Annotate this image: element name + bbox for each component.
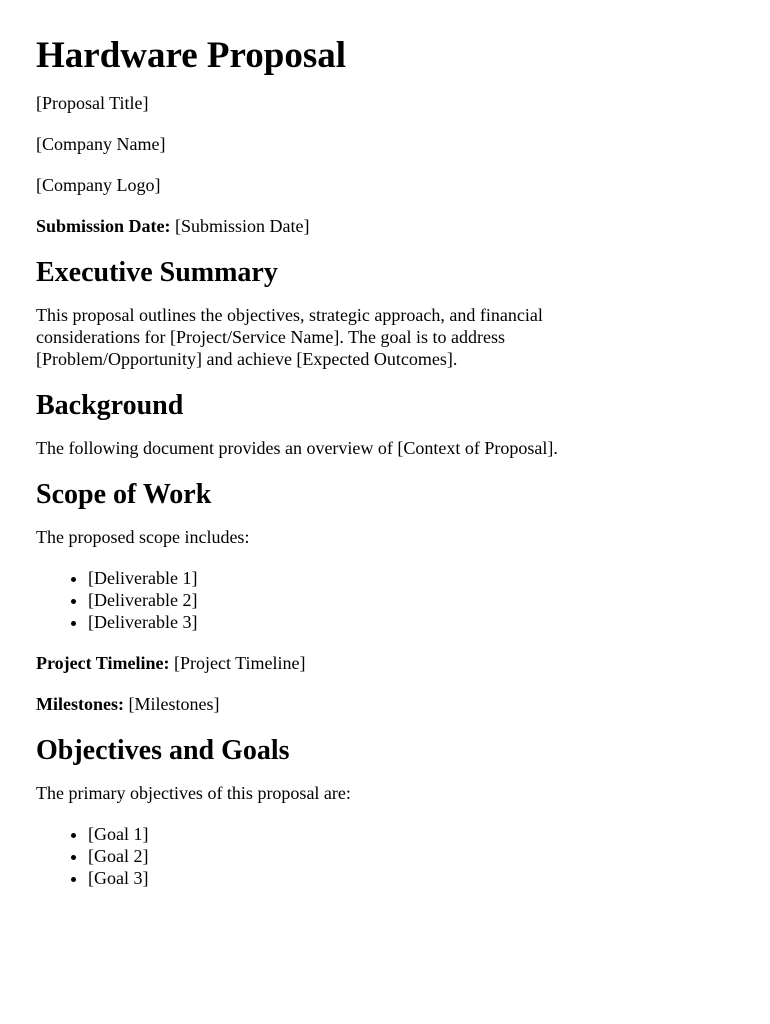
milestones-value: [Milestones] bbox=[128, 694, 220, 714]
list-item: • [Goal 1] bbox=[88, 823, 734, 845]
company-logo-placeholder: [Company Logo] bbox=[36, 175, 161, 195]
list-item: • [Goal 2] bbox=[88, 845, 734, 867]
objectives-heading: Objectives and Goals bbox=[36, 735, 290, 766]
project-timeline-value: [Project Timeline] bbox=[173, 653, 306, 673]
company-name-placeholder: [Company Name] bbox=[36, 134, 166, 154]
proposal-title-placeholder: [Proposal Title] bbox=[36, 93, 149, 113]
milestones-label: Milestones: bbox=[36, 694, 124, 714]
milestones-line bbox=[36, 693, 734, 715]
list-item: • [Deliverable 1] bbox=[88, 567, 734, 589]
list-item: • [Deliverable 2] bbox=[88, 589, 734, 611]
deliverables-list bbox=[36, 567, 734, 633]
background-text: The following document provides an overview of [Context of Proposal]. bbox=[36, 438, 558, 458]
executive-summary-text: This proposal outlines the objectives, strategic approach, and financial considerations for [Project/Service Name]. The goal is to address [Problem/Opportunity] and achieve [Expected Outcomes]. bbox=[36, 305, 543, 369]
submission-date-line bbox=[36, 215, 734, 237]
list-item: • [Goal 3] bbox=[88, 867, 734, 889]
page-title: Hardware Proposal bbox=[36, 35, 347, 76]
background-heading: Background bbox=[36, 390, 184, 421]
submission-date-value: [Submission Date] bbox=[175, 216, 310, 236]
objectives-intro: The primary objectives of this proposal are: bbox=[36, 783, 351, 803]
submission-date-label: Submission Date: bbox=[36, 216, 171, 236]
executive-summary-heading: Executive Summary bbox=[36, 257, 278, 288]
goals-list bbox=[36, 823, 734, 889]
scope-intro: The proposed scope includes: bbox=[36, 527, 250, 547]
project-timeline-line bbox=[36, 652, 734, 674]
scope-heading: Scope of Work bbox=[36, 479, 212, 510]
project-timeline-label: Project Timeline: bbox=[36, 653, 170, 673]
list-item: • [Deliverable 3] bbox=[88, 611, 734, 633]
